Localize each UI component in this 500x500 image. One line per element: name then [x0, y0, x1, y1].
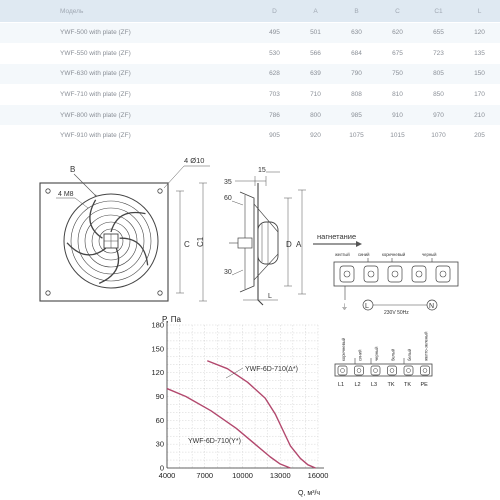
chart-y-tick: 150 — [151, 344, 164, 354]
wire-label: синий — [357, 349, 363, 361]
cell-value: 905 — [254, 125, 295, 145]
cell-value: 910 — [377, 105, 418, 126]
cell-value: 970 — [418, 105, 459, 126]
wire-label: черный — [374, 346, 379, 361]
cell-value: 205 — [459, 125, 500, 145]
label-a: A — [296, 240, 302, 249]
cell-value: 150 — [459, 64, 500, 85]
terminal-block — [436, 266, 450, 282]
cell-value: 790 — [336, 64, 377, 85]
label-c: C — [184, 240, 190, 249]
cell-value: 1070 — [418, 125, 459, 145]
terminal-n: N — [429, 303, 435, 310]
performance-chart — [151, 315, 328, 497]
wire-label: коричневый — [341, 337, 346, 361]
terminal-block — [421, 366, 430, 375]
cell-value: 530 — [254, 43, 295, 64]
cell-value: 723 — [418, 43, 459, 64]
dim-60: 60 — [224, 195, 232, 202]
dim-15: 15 — [258, 167, 266, 174]
terminal-block — [338, 366, 347, 375]
chart-x-tick: 7000 — [196, 471, 214, 480]
cell-value: 920 — [295, 125, 336, 145]
chart-x-tick: 16000 — [307, 471, 329, 480]
header-model: Модель — [0, 0, 254, 23]
cell-value: 1075 — [336, 125, 377, 145]
side-view — [224, 167, 306, 305]
cell-value: 750 — [377, 64, 418, 85]
wire-label: синий — [358, 252, 370, 257]
header-b: B — [336, 0, 377, 23]
chart-y-tick: 30 — [155, 439, 164, 449]
terminal-label: L2 — [354, 382, 361, 388]
cell-value: 1015 — [377, 125, 418, 145]
dim-30: 30 — [224, 269, 232, 276]
cell-value: 566 — [295, 43, 336, 64]
cell-value: 655 — [418, 23, 459, 44]
chart-x-tick: 13000 — [269, 471, 291, 480]
terminal-block — [364, 266, 378, 282]
cell-model: YWF-710 with plate (ZF) — [0, 84, 254, 105]
wire-label: белый — [407, 348, 412, 361]
cell-value: 810 — [377, 84, 418, 105]
wire-label: желтый — [335, 252, 350, 257]
chart-y-tick: 180 — [151, 320, 164, 330]
cell-value: 808 — [336, 84, 377, 105]
label-l: L — [268, 293, 272, 300]
cell-value: 120 — [459, 23, 500, 44]
series-label-star: YWF-6D-710(Y*) — [188, 438, 241, 445]
ground-icon: ⏚ — [341, 304, 348, 311]
wiring-diagram-three-phase — [335, 331, 432, 388]
cell-value: 620 — [377, 23, 418, 44]
chart-x-tick: 4000 — [158, 471, 176, 480]
terminal-block — [388, 366, 397, 375]
cell-value: 170 — [459, 84, 500, 105]
wire-label: черный — [422, 252, 437, 257]
cell-value: 985 — [336, 105, 377, 126]
cell-value: 630 — [336, 23, 377, 44]
cell-value: 495 — [254, 23, 295, 44]
mount-hole — [46, 189, 50, 193]
terminal-label: TK — [387, 382, 395, 388]
terminal-label: PE — [420, 382, 428, 388]
chart-x-tick: 10000 — [232, 471, 253, 480]
cell-value: 710 — [295, 84, 336, 105]
front-view — [40, 156, 210, 301]
cell-model: YWF-500 with plate (ZF) — [0, 23, 254, 44]
label-d: D — [286, 240, 292, 249]
chart-y-axis-label: P, Па — [162, 315, 181, 324]
terminal-label: L3 — [371, 382, 378, 388]
header-l: L — [459, 0, 500, 23]
header-c1: C1 — [418, 0, 459, 23]
mount-hole — [158, 189, 162, 193]
terminal-block — [404, 366, 413, 375]
header-a: A — [295, 0, 336, 23]
cell-value: 703 — [254, 84, 295, 105]
cell-value: 805 — [418, 64, 459, 85]
terminal-label: TK — [404, 382, 412, 388]
cell-value: 850 — [418, 84, 459, 105]
wire-label: белый — [390, 348, 396, 361]
label-b: B — [70, 165, 76, 174]
terminal-block — [412, 266, 426, 282]
cell-value: 675 — [377, 43, 418, 64]
terminal-block — [355, 366, 364, 375]
series-label-delta: YWF-6D-710(Δ*) — [245, 366, 298, 373]
wire-label: коричневый — [382, 252, 406, 257]
label-c1: C1 — [196, 236, 205, 247]
mount-hole — [158, 291, 162, 295]
chart-x-axis-label: Q, м³/ч — [298, 490, 321, 497]
flow-indicator — [313, 232, 361, 244]
chart-y-tick: 0 — [159, 463, 164, 473]
terminal-block — [388, 266, 402, 282]
flow-label: нагнетание — [317, 232, 357, 241]
header-d: D — [254, 0, 295, 23]
chart-y-tick: 60 — [155, 415, 164, 425]
cell-model: YWF-800 with plate (ZF) — [0, 105, 254, 126]
cell-value: 786 — [254, 105, 295, 126]
terminal-l: L — [365, 303, 369, 310]
cell-value: 210 — [459, 105, 500, 126]
cell-value: 135 — [459, 43, 500, 64]
cell-value: 628 — [254, 64, 295, 85]
cell-value: 501 — [295, 23, 336, 44]
cell-value: 800 — [295, 105, 336, 126]
cell-model: YWF-550 with plate (ZF) — [0, 43, 254, 64]
voltage-label: 230V 50Hz — [384, 310, 409, 316]
mount-hole — [46, 291, 50, 295]
header-c: C — [377, 0, 418, 23]
dim-35: 35 — [224, 179, 232, 186]
terminal-block — [340, 266, 354, 282]
chart-y-tick: 120 — [151, 368, 164, 378]
cell-model: YWF-910 with plate (ZF) — [0, 125, 254, 145]
chart-y-tick: 90 — [155, 392, 164, 401]
terminal-label: L1 — [338, 382, 345, 388]
wire-label: желто-зеленый — [423, 331, 429, 361]
terminal-block — [371, 366, 380, 375]
label-holes: 4 Ø10 — [184, 156, 205, 165]
label-4m8: 4 M8 — [58, 191, 74, 198]
cell-value: 684 — [336, 43, 377, 64]
cell-model: YWF-630 with plate (ZF) — [0, 64, 254, 85]
wiring-diagram-single-phase — [334, 252, 458, 316]
cell-value: 639 — [295, 64, 336, 85]
